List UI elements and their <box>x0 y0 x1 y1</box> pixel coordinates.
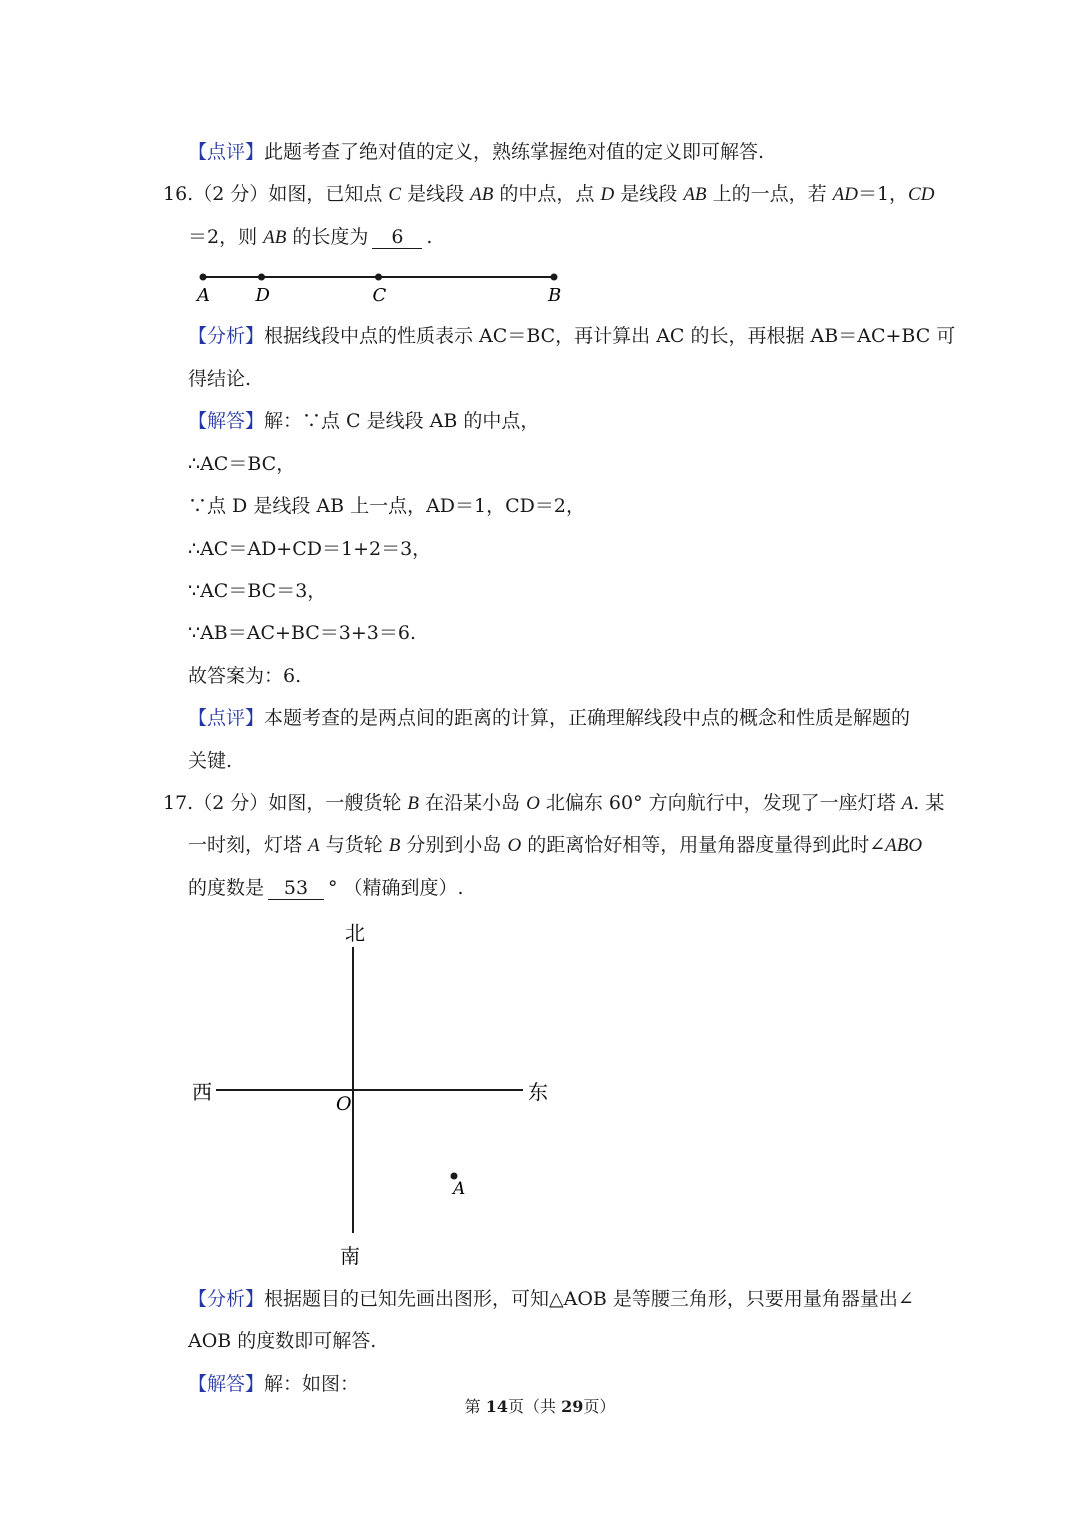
text: 在沿某小岛 <box>419 792 527 814</box>
analysis-tag: 【分析】 <box>188 325 265 347</box>
point-d <box>258 274 265 281</box>
text: A <box>901 793 914 814</box>
text: 与货轮 <box>319 834 389 856</box>
answer-blank: 53 <box>268 877 324 900</box>
segment-figure <box>190 265 570 307</box>
text: ABO <box>885 835 923 856</box>
text: ＝1， <box>857 183 909 205</box>
review-tag: 【点评】 <box>188 707 265 729</box>
q16-solution-7: 故答案为：6. <box>188 665 302 687</box>
q17-analysis-2: AOB 的度数即可解答. <box>188 1330 377 1352</box>
text: ＝2，则 <box>188 226 264 248</box>
text: 根据线段中点的性质表示 AC＝BC，再计算出 AC 的长，再根据 AB＝AC+BC 可 <box>264 325 956 347</box>
text: . 某 <box>913 792 945 814</box>
analysis-tag: 【分析】 <box>188 1288 265 1310</box>
point-a <box>200 274 207 281</box>
text: 的长度为 <box>286 226 369 248</box>
text: 本题考查的是两点间的距离的计算，正确理解线段中点的概念和性质是解题的 <box>264 707 911 729</box>
text: 页（共 <box>507 1397 562 1416</box>
text: 上的一点，若 <box>706 183 833 205</box>
text: D <box>600 184 615 205</box>
text: 解：如图： <box>264 1373 360 1395</box>
text: 的距离恰好相等，用量角器度量得到此时∠ <box>521 834 886 856</box>
q16-analysis-1 <box>188 323 955 349</box>
compass-figure <box>180 915 560 1270</box>
text: 得结论. <box>188 368 252 390</box>
solution-tag: 【解答】 <box>188 410 265 432</box>
text: C <box>388 184 402 205</box>
text: AB <box>683 184 707 205</box>
q16-review-2: 关键. <box>188 750 233 772</box>
east-label: 东 <box>528 1080 548 1104</box>
text: 是线段 <box>614 183 684 205</box>
text: CD <box>908 184 935 205</box>
point-b-label: B <box>548 285 562 306</box>
text: ° （精确到度）. <box>328 877 464 899</box>
text: 第 <box>464 1397 486 1416</box>
q16-solution-3: ∵点 D 是线段 AB 上一点，AD＝1，CD＝2， <box>188 495 585 517</box>
q16-analysis-2 <box>188 366 251 392</box>
q17-analysis-1 <box>188 1286 914 1312</box>
origin-label: O <box>336 1093 352 1115</box>
q16-solution-1 <box>188 408 539 434</box>
text: A <box>308 835 320 856</box>
text: 的度数是 <box>188 877 265 899</box>
text: 的中点，点 <box>493 183 601 205</box>
text: 分别到小岛 <box>400 834 508 856</box>
q17-solution-1 <box>188 1371 359 1397</box>
review-15 <box>188 139 764 165</box>
page-total: 29 <box>561 1397 584 1416</box>
q16-solution-5: ∵AC＝BC＝3， <box>188 580 327 602</box>
question-number: 16. <box>163 183 194 205</box>
text: （2 分）如图，一艘货轮 <box>193 792 408 814</box>
south-label: 南 <box>340 1244 360 1268</box>
review-text: 此题考查了绝对值的定义，熟练掌握绝对值的定义即可解答. <box>264 141 765 163</box>
q16-solution-4: ∴AC＝AD+CD＝1+2＝3， <box>188 538 432 560</box>
point-b <box>551 274 558 281</box>
text: 是线段 <box>401 183 471 205</box>
answer-blank: 6 <box>372 226 422 249</box>
point-d-label: D <box>255 285 270 306</box>
point-a-label: A <box>197 285 210 306</box>
q16-line-2 <box>188 224 432 251</box>
point-c-label: C <box>372 285 387 306</box>
q16-solution-2: ∴AC＝BC， <box>188 453 296 475</box>
west-label: 西 <box>192 1080 212 1104</box>
solution-tag: 【解答】 <box>188 1373 265 1395</box>
text: O <box>526 793 540 814</box>
north-label: 北 <box>345 921 365 945</box>
page-number: 14 <box>485 1397 508 1416</box>
text: AD <box>832 184 858 205</box>
text: 页） <box>583 1397 616 1416</box>
review-tag: 【点评】 <box>188 141 265 163</box>
q17-line-3 <box>188 875 464 901</box>
text: 一时刻，灯塔 <box>188 834 309 856</box>
text: 根据题目的已知先画出图形，可知△AOB 是等腰三角形，只要用量角器量出∠ <box>264 1288 914 1310</box>
question-number: 17. <box>163 792 194 814</box>
text: . <box>426 226 433 248</box>
text: AB <box>263 227 287 248</box>
q16-solution-6: ∵AB＝AC+BC＝3+3＝6. <box>188 622 417 644</box>
q16-review-1 <box>188 705 910 731</box>
point-c <box>375 274 382 281</box>
text: AB <box>470 184 494 205</box>
text: 解：∵点 C 是线段 AB 的中点， <box>264 410 540 432</box>
text: O <box>507 835 522 856</box>
text: （2 分）如图，已知点 <box>193 183 389 205</box>
page-footer <box>0 1395 1080 1419</box>
point-a-label: A <box>453 1179 466 1199</box>
q16-line-1 <box>163 181 934 208</box>
q17-line-1 <box>163 790 944 817</box>
text: B <box>388 835 401 856</box>
q17-line-2 <box>188 832 922 859</box>
text: 北偏东 60° 方向航行中，发现了一座灯塔 <box>539 792 902 814</box>
text: B <box>407 793 419 814</box>
